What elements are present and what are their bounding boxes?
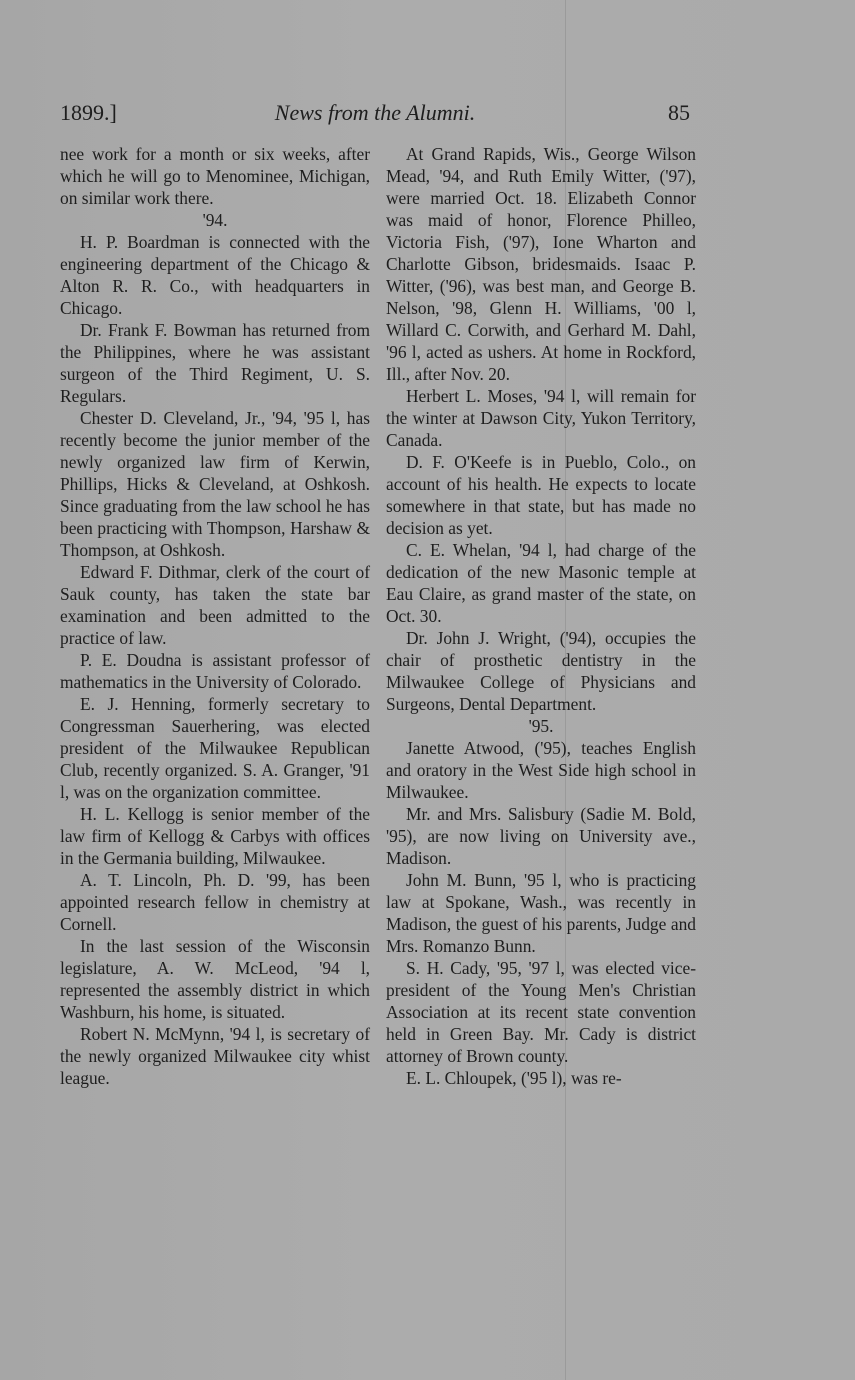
alumni-note-paragraph: Mr. and Mrs. Salisbury (Sadie M. Bold, '95), are now living on University ave., Madison. xyxy=(386,804,696,868)
alumni-note-paragraph: S. H. Cady, '95, '97 l, was elected vice-president of the Young Men's Christian Association at its recent state convention held in Green Bay. Mr. Cady is district attorney of Brown county. xyxy=(386,958,696,1066)
right-column xyxy=(386,143,696,1089)
alumni-note-paragraph: Dr. John J. Wright, ('94), occupies the chair of prosthetic dentistry in the Milwaukee College of Physicians and Surgeons, Dental Department. xyxy=(386,628,696,714)
alumni-note-paragraph: Dr. Frank F. Bowman has returned from the Philippines, where he was assistant surgeon of the Third Regiment, U. S. Regulars. xyxy=(60,320,370,406)
running-header xyxy=(60,100,690,134)
alumni-note-paragraph: Robert N. McMynn, '94 l, is secretary of the newly organized Milwaukee city whist league. xyxy=(60,1024,370,1088)
alumni-note-paragraph: E. J. Henning, formerly secretary to Congressman Sauerhering, was elected president of the Milwaukee Republican Club, recently organized. S. A. Granger, '91 l, was on the organization committee. xyxy=(60,694,370,802)
class-year-heading: '95. xyxy=(528,716,554,736)
alumni-note-paragraph: P. E. Doudna is assistant professor of mathematics in the University of Colorado. xyxy=(60,650,370,692)
alumni-note-paragraph: Herbert L. Moses, '94 l, will remain for the winter at Dawson City, Yukon Territory, Canada. xyxy=(386,386,696,450)
header-title: News from the Alumni. xyxy=(274,100,476,125)
class-year-heading: '94. xyxy=(202,210,228,230)
alumni-note-paragraph: H. L. Kellogg is senior member of the law firm of Kellogg & Carbys with offices in the Germania building, Milwaukee. xyxy=(60,804,370,868)
alumni-note-paragraph: Janette Atwood, ('95), teaches English and oratory in the West Side high school in Milwaukee. xyxy=(386,738,696,802)
alumni-note-paragraph: D. F. O'Keefe is in Pueblo, Colo., on account of his health. He expects to locate somewhere in that state, but has made no decision as yet. xyxy=(386,452,696,538)
continued-paragraph: nee work for a month or six weeks, after which he will go to Menominee, Michigan, on similar work there. xyxy=(60,144,370,208)
alumni-note-paragraph: John M. Bunn, '95 l, who is practicing law at Spokane, Wash., was recently in Madison, the guest of his parents, Judge and Mrs. Romanzo Bunn. xyxy=(386,870,696,956)
left-column xyxy=(60,143,370,1089)
alumni-note-paragraph: H. P. Boardman is connected with the engineering department of the Chicago & Alton R. R. Co., with headquarters in Chicago. xyxy=(60,232,370,318)
alumni-note-paragraph: In the last session of the Wisconsin legislature, A. W. McLeod, '94 l, represented the assembly district in which Washburn, his home, is situated. xyxy=(60,936,370,1022)
alumni-note-paragraph: A. T. Lincoln, Ph. D. '99, has been appointed research fellow in chemistry at Cornell. xyxy=(60,870,370,934)
alumni-note-paragraph: C. E. Whelan, '94 l, had charge of the dedication of the new Masonic temple at Eau Claire, as grand master of the state, on Oct. 30. xyxy=(386,540,696,626)
page-number: 85 xyxy=(668,100,690,125)
header-year: 1899.] xyxy=(60,100,117,125)
alumni-note-paragraph: E. L. Chloupek, ('95 l), was re- xyxy=(406,1068,622,1088)
alumni-note-paragraph: Edward F. Dithmar, clerk of the court of Sauk county, has taken the state bar examination and been admitted to the practice of law. xyxy=(60,562,370,648)
alumni-note-paragraph: At Grand Rapids, Wis., George Wilson Mead, '94, and Ruth Emily Witter, ('97), were married Oct. 18. Elizabeth Connor was maid of honor, Florence Philleo, Victoria Fish, ('97), Ione Wharton and Charlotte Gibson, bridesmaids. Isaac P. Witter, ('96), was best man, and George B. Nelson, '98, Glenn H. Williams, '00 l, Willard C. Corwith, and Gerhard M. Dahl, '96 l, acted as ushers. At home in Rockford, Ill., after Nov. 20. xyxy=(386,144,696,384)
alumni-note-paragraph: Chester D. Cleveland, Jr., '94, '95 l, has recently become the junior member of the newly organized law firm of Kerwin, Phillips, Hicks & Cleveland, at Oshkosh. Since graduating from the law school he has been practicing with Thompson, Harshaw & Thompson, at Oshkosh. xyxy=(60,408,370,560)
